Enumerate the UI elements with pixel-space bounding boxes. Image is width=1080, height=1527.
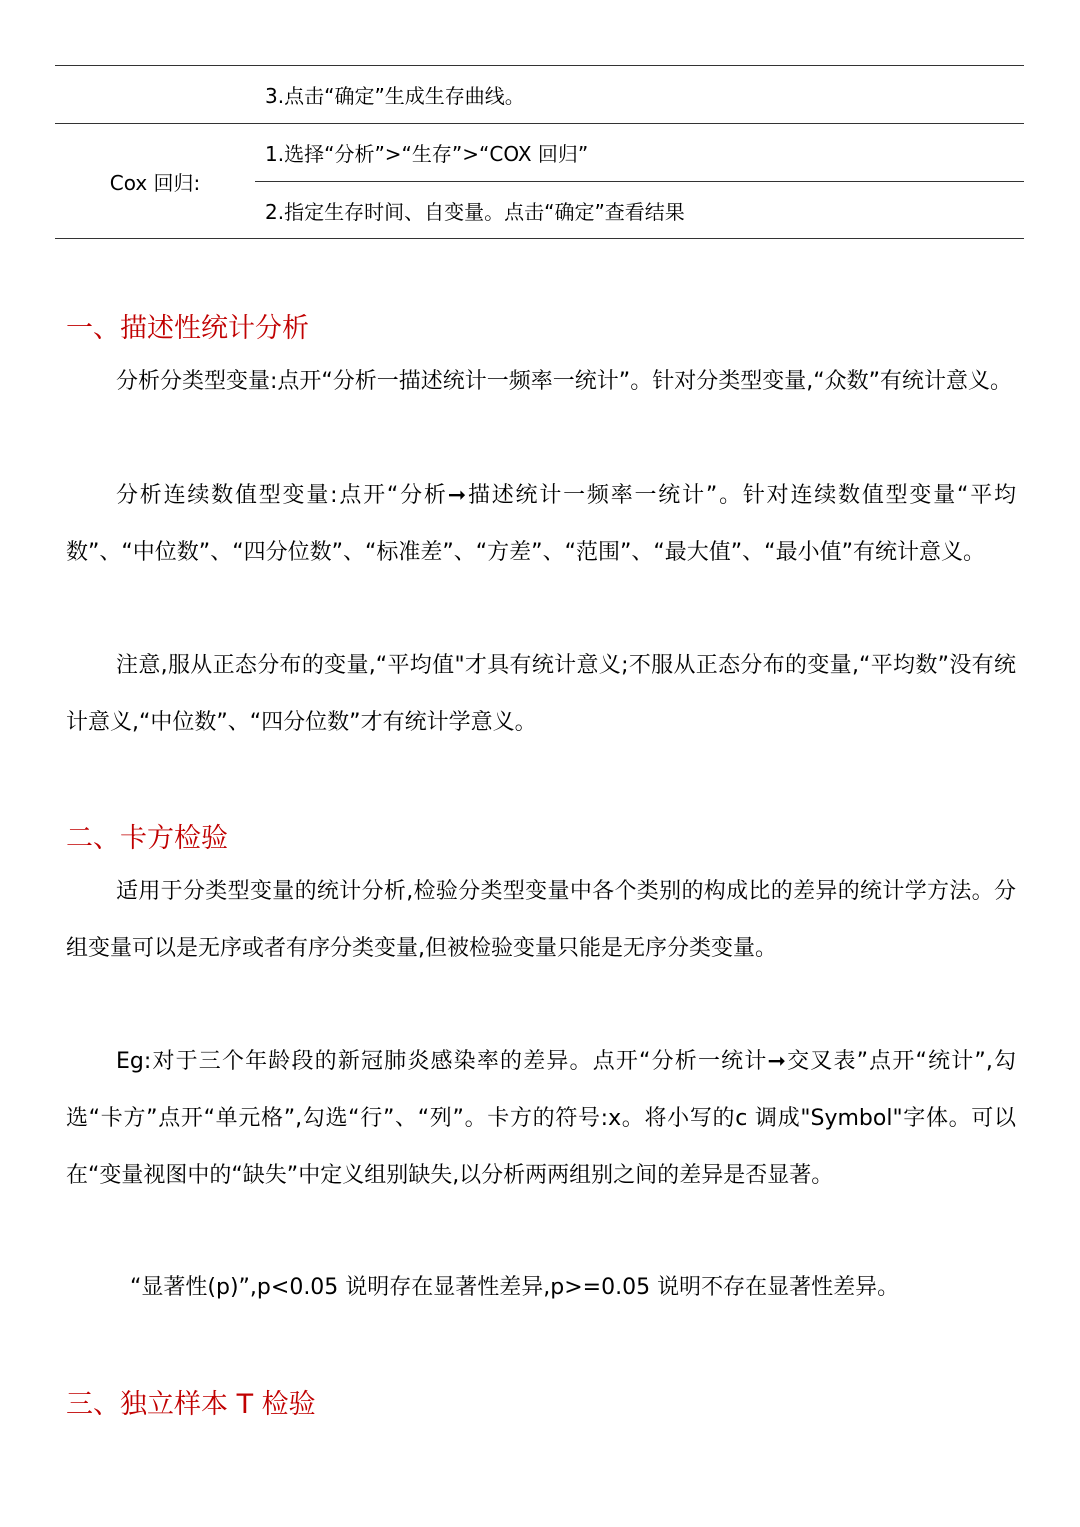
row-label [55, 66, 255, 123]
section-heading: 一、描述性统计分析 [66, 313, 309, 344]
section-heading: 三、独立样本 T 检验 [66, 1389, 316, 1420]
table-row [55, 66, 1024, 124]
steps-table [55, 65, 1024, 239]
row-label: Cox 回归: [109, 170, 201, 195]
step-item: 1.选择“分析”>“生存”>“COX 回归” [265, 142, 589, 166]
row-steps [255, 66, 1024, 123]
paragraph: Eg:对于三个年龄段的新冠肺炎感染率的差异。点开“分析一统计➞交叉表”点开“统计”,勾选“卡方”点开“单元格”,勾选“行”、“列”。卡方的符号:x。将小写的c 调成"Symbol"字体。可以在“变量视图中的“缺失”中定义组别缺失,以分析两两组别之间的差异是否显著。 [66, 1049, 1016, 1188]
step-item: 2.指定生存时间、自变量。点击“确定”查看结果 [255, 181, 1024, 238]
section-heading: 二、卡方检验 [66, 823, 228, 854]
paragraph: 分析连续数值型变量:点开“分析➞描述统计一频率一统计”。针对连续数值型变量“平均数”、“中位数”、“四分位数”、“标准差”、“方差”、“范围”、“最大值”、“最小值”有统计意义。 [66, 483, 1016, 565]
table-row [55, 124, 1024, 239]
paragraph: 注意,服从正态分布的变量,“平均值"才具有统计意义;不服从正态分布的变量,“平均数”没有统计意义,“中位数”、“四分位数”才有统计学意义。 [66, 653, 1016, 735]
row-steps [255, 124, 1024, 238]
paragraph: 适用于分类型变量的统计分析,检验分类型变量中各个类别的构成比的差异的统计学方法。分组变量可以是无序或者有序分类变量,但被检验变量只能是无序分类变量。 [66, 879, 1016, 961]
paragraph: 分析分类型变量:点开“分析一描述统计一频率一统计”。针对分类型变量,“众数”有统计意义。 [116, 369, 1012, 394]
step-item: 3.点击“确定”生成生存曲线。 [265, 84, 525, 108]
paragraph: “显著性(p)”,p<0.05 说明存在显著性差异,p>=0.05 说明不存在显著性差异。 [130, 1275, 900, 1300]
